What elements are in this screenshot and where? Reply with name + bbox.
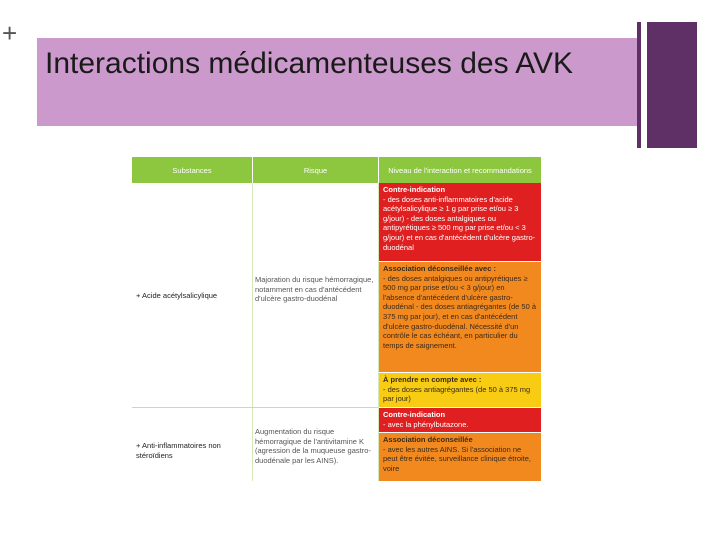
- header-risque: Risque: [253, 157, 378, 183]
- level-association-deconseillee: [379, 433, 541, 481]
- level-contre-indication: [379, 183, 541, 261]
- level-text: - avec les autres AINS. Si l'association ne peut être évitée, surveillance clinique étroite, voire: [383, 444, 532, 473]
- header-niveau: Niveau de l'interaction et recommandations: [379, 157, 541, 183]
- level-title: Association déconseillée avec :: [383, 264, 496, 273]
- level-title: Association déconseillée: [383, 435, 473, 444]
- slide-title: Interactions médicamenteuses des AVK: [45, 47, 574, 80]
- risk-text: Majoration du risque hémorragique, notamment en cas d'antécédent d'ulcère gastro-duodénal: [255, 275, 374, 303]
- level-a-prendre-en-compte: [379, 373, 541, 407]
- accent-bar-thin: [637, 22, 641, 148]
- level-title: À prendre en compte avec :: [383, 375, 482, 384]
- substance-ains: + Anti-inflammatoires non stéroïdiens: [136, 441, 221, 460]
- level-text: - des doses anti-inflammatoires d'acide acétylsalicylique ≥ 1 g par prise et/ou ≥ 3 g/jour) - des doses antalgiques ou antipyrétiques ≥ 500 mg par prise et/ou < 3 g/jour) et en cas d'antécédent d'ulcère gastro-duodénal: [383, 194, 536, 252]
- column-divider: [252, 183, 253, 481]
- level-title: Contre-indication: [383, 410, 446, 419]
- level-text: - avec la phénylbutazone.: [383, 419, 469, 429]
- header-substances: Substances: [132, 157, 252, 183]
- interactions-table: [132, 157, 541, 481]
- level-contre-indication: [379, 408, 541, 432]
- accent-bar-thick: [647, 22, 697, 148]
- plus-icon: +: [2, 18, 18, 48]
- level-text: - des doses antiagrégantes (de 50 à 375 mg par jour): [383, 384, 531, 404]
- level-association-deconseillee: [379, 262, 541, 372]
- risk-text: Augmentation du risque hémorragique de l'antivitamine K (agression de la muqueuse gastro-duodénale par les AINS).: [255, 427, 371, 465]
- level-text: - des doses antalgiques ou antipyrétiques ≥ 500 mg par prise et/ou < 3 g/jour) en l'absence d'antécédent d'ulcère gastro-duodénal - des doses antiagrégantes (de 50 à 375 mg par jour), et en cas d'antécédent d'ulcère gastro-duodénal. Nécessité d'un contrôle le cas échéant, en particulier du temps de saignement.: [383, 273, 537, 350]
- row-separator: [132, 407, 378, 408]
- substance-acide-acetylsalicylique: + Acide acétylsalicylique: [136, 291, 218, 300]
- level-title: Contre-indication: [383, 185, 446, 194]
